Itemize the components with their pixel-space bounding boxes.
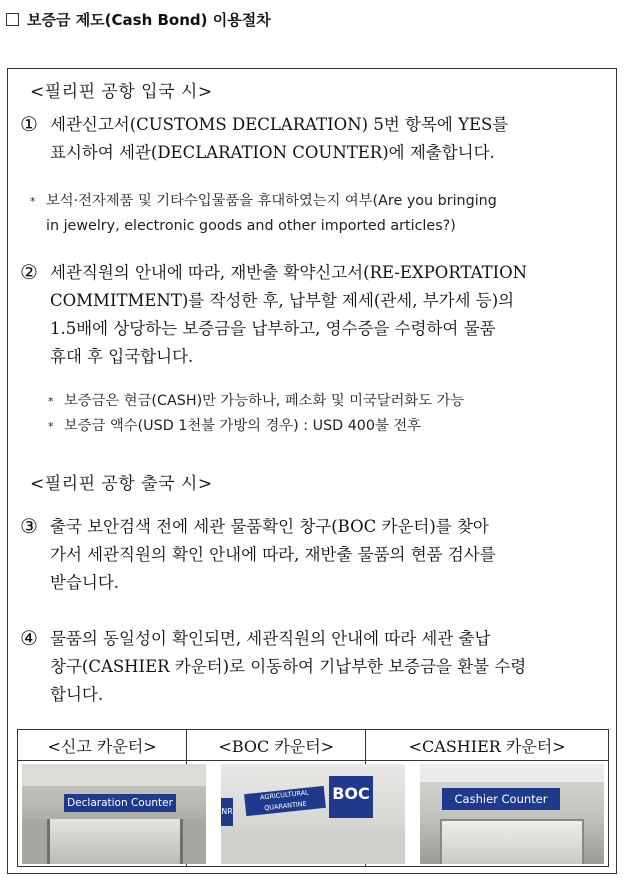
cashier-counter-sign: Cashier Counter (442, 788, 560, 810)
step-3 (20, 513, 616, 597)
step-4-line-1: 물품의 동일성이 확인되면, 세관직원의 안내에 따라 세관 출납 (50, 629, 491, 648)
step-1 (20, 111, 616, 167)
step-2-line-3: 1.5배에 상당하는 보증금을 납부하고, 영수증을 수령하여 물품 (50, 319, 496, 338)
boc-sign: BOC (329, 776, 373, 818)
notes-2 (48, 389, 464, 439)
arrival-title: <필리핀 공항 입국 시> (30, 82, 213, 102)
step-3-number: ③ (20, 514, 38, 538)
cashier-counter-photo (420, 764, 604, 864)
nr-sign: NR (221, 798, 233, 826)
step-1-line-1: 세관신고서(CUSTOMS DECLARATION) 5번 항목에 YES를 (50, 115, 509, 134)
note-1 (30, 189, 497, 239)
header-cashier-counter: <CASHIER 카운터> (366, 730, 609, 761)
header-boc-counter: <BOC 카운터> (187, 730, 366, 761)
boc-counter-photo (221, 764, 405, 864)
step-4-line-2: 창구(CASHIER 카운터)로 이동하여 기납부한 보증금을 환불 수령 (50, 657, 527, 676)
step-2-line-4: 휴대 후 입국합니다. (50, 347, 194, 366)
header-declaration-counter: <신고 카운터> (18, 730, 187, 761)
step-2-number: ② (20, 260, 38, 284)
step-1-line-2: 표시하여 세관(DECLARATION COUNTER)에 제출합니다. (50, 143, 495, 162)
agricultural-quarantine-sign: AGRICULTURAL QUARANTINE (244, 786, 326, 816)
step-2-line-2: COMMITMENT)를 작성한 후, 납부할 제세(관세, 부가세 등)의 (50, 291, 515, 310)
note-1-line-1: 보석·전자제품 및 기타수입물품을 휴대하였는지 여부(Are you bringing (46, 193, 497, 209)
checkbox-icon[interactable] (6, 13, 19, 26)
step-4 (20, 625, 616, 709)
heading-text: 보증금 제도(Cash Bond) 이용절차 (27, 10, 271, 29)
note-1-line-2: in jewelry, electronic goods and other imported articles?) (46, 218, 456, 234)
declaration-counter-photo (22, 764, 206, 864)
note-2-2: * 보증금 액수(USD 1천불 가방의 경우) : USD 400불 전후 (48, 414, 464, 439)
step-1-number: ① (20, 112, 38, 136)
step-4-number: ④ (20, 626, 38, 650)
asterisk-icon: * (48, 395, 54, 408)
step-4-line-3: 합니다. (50, 685, 104, 704)
step-3-line-2: 가서 세관직원의 확인 안내에 따라, 재반출 물품의 현품 검사를 (50, 545, 496, 564)
step-2 (20, 259, 616, 371)
step-2-line-1: 세관직원의 안내에 따라, 재반출 확약신고서(RE-EXPORTATION (50, 263, 528, 282)
step-3-line-3: 받습니다. (50, 573, 120, 592)
departure-title: <필리핀 공항 출국 시> (30, 474, 213, 494)
note-2-1: * 보증금은 현금(CASH)만 가능하나, 페소화 및 미국달러화도 가능 (48, 389, 464, 414)
step-3-line-1: 출국 보안검색 전에 세관 물품확인 창구(BOC 카운터)를 찾아 (50, 517, 489, 536)
asterisk-icon: * (48, 420, 54, 433)
section-heading (6, 6, 271, 32)
declaration-counter-sign: Declaration Counter (64, 794, 176, 812)
asterisk-icon: * (30, 195, 36, 208)
